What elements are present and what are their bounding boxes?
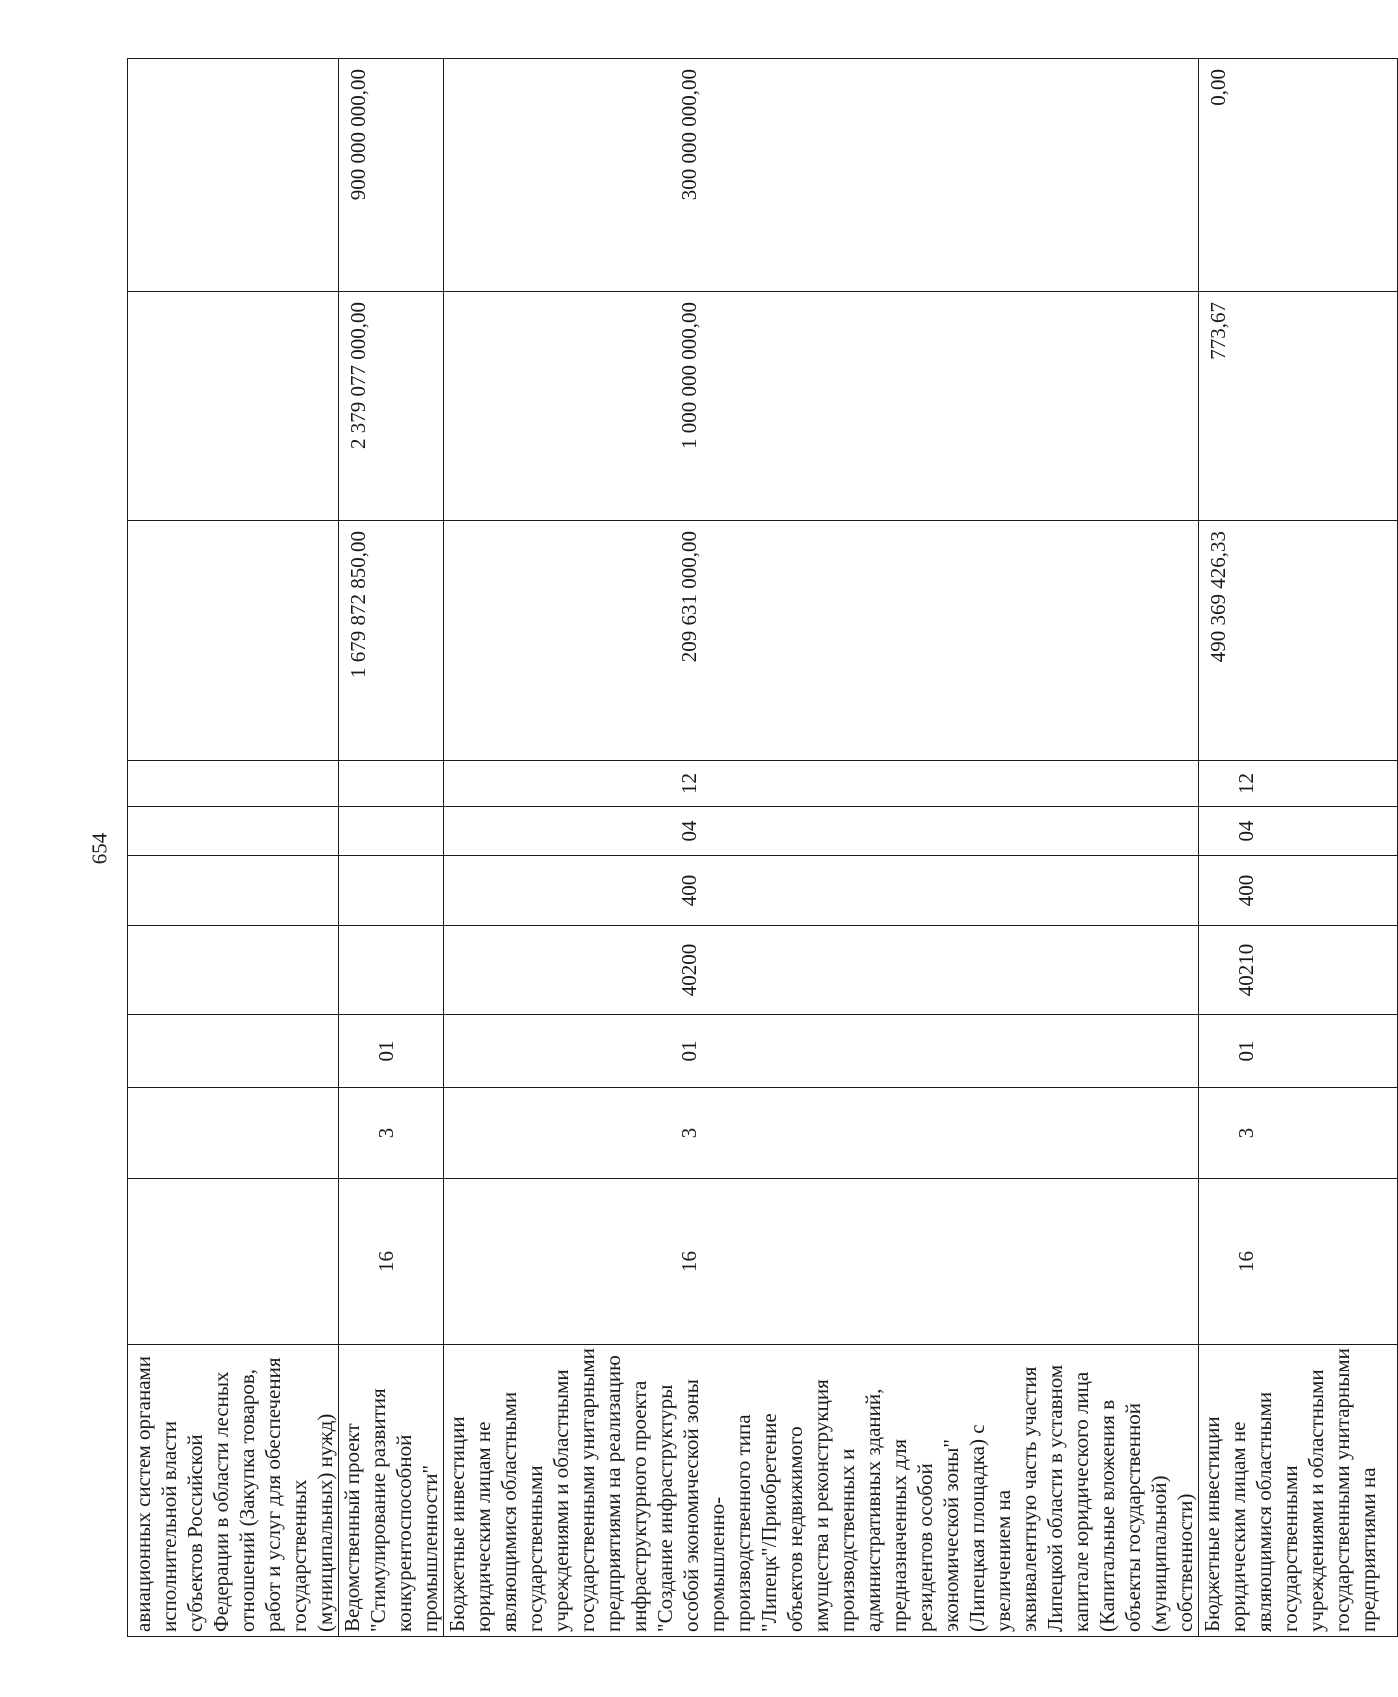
cell-section: 04 <box>444 807 1199 856</box>
cell-program-code: 3 <box>444 1088 1199 1179</box>
cell-subprogram-code: 01 <box>339 1015 444 1088</box>
table-row <box>1199 59 1398 1637</box>
cell-subsection: 12 <box>1199 761 1398 807</box>
cell-admin-code <box>128 1179 339 1345</box>
cell-program-code: 3 <box>339 1088 444 1179</box>
cell-program-code: 3 <box>1199 1088 1398 1179</box>
cell-program-code <box>128 1088 339 1179</box>
page-number: 654 <box>87 832 112 865</box>
cell-sum-year-3: 0,00 <box>1199 59 1398 292</box>
cell-section <box>339 807 444 856</box>
row-description: Бюджетные инвестиции юридическим лицам не являющимися областными государственными учреждениями и областными государственными унитарными предприятиями на <box>1199 1345 1398 1637</box>
cell-expense-type: 400 <box>1199 856 1398 926</box>
row-description: Ведомственный проект "Стимулирование развития конкурентоспособной промышленности" <box>339 1345 444 1637</box>
row-description: авиационных систем органами исполнительной власти субъектов Российской Федерации в области лесных отношений (Закупка товаров, работ и услуг для обеспечения государственных (муниципальных) нужд) <box>128 1345 339 1637</box>
cell-expense-type <box>339 856 444 926</box>
cell-direction-code <box>128 926 339 1015</box>
table-row <box>128 59 339 1637</box>
cell-direction-code: 40210 <box>1199 926 1398 1015</box>
cell-direction-code: 40200 <box>444 926 1199 1015</box>
table-row <box>339 59 444 1637</box>
cell-admin-code: 16 <box>1199 1179 1398 1345</box>
cell-sum-year-3: 300 000 000,00 <box>444 59 1199 292</box>
cell-sum-year-3 <box>128 59 339 292</box>
cell-admin-code: 16 <box>444 1179 1199 1345</box>
cell-subprogram-code: 01 <box>1199 1015 1398 1088</box>
cell-section <box>128 807 339 856</box>
cell-subprogram-code: 01 <box>444 1015 1199 1088</box>
cell-sum-year-3: 900 000 000,00 <box>339 59 444 292</box>
cell-subsection: 12 <box>444 761 1199 807</box>
cell-admin-code: 16 <box>339 1179 444 1345</box>
row-description: Бюджетные инвестиции юридическим лицам не являющимися областными государственными учреждениями и областными государственными унитарными предприятиями на реализацию инфраструктурного проекта "Создание инфраструктуры особой экономической зоны промышленно-производственного типа "Липецк"/Приобретение объектов недвижимого имущества и реконструкция производственных и административных зданий, предназначенных для резидентов особой экономической зоны" (Липецкая площадка) с увеличением на эквивалентную часть участия Липецкой области в уставном капитале юридического лица (Капитальные вложения в объекты государственной (муниципальной) собственности) <box>444 1345 1199 1637</box>
cell-section: 04 <box>1199 807 1398 856</box>
cell-subprogram-code <box>128 1015 339 1088</box>
cell-expense-type <box>128 856 339 926</box>
cell-subsection <box>339 761 444 807</box>
cell-sum-year-1: 209 631 000,00 <box>444 521 1199 761</box>
cell-sum-year-1: 490 369 426,33 <box>1199 521 1398 761</box>
cell-sum-year-2 <box>128 292 339 521</box>
table-row <box>444 59 1199 1637</box>
cell-sum-year-2: 1 000 000 000,00 <box>444 292 1199 521</box>
cell-expense-type: 400 <box>444 856 1199 926</box>
cell-sum-year-1 <box>128 521 339 761</box>
cell-subsection <box>128 761 339 807</box>
cell-direction-code <box>339 926 444 1015</box>
cell-sum-year-1: 1 679 872 850,00 <box>339 521 444 761</box>
cell-sum-year-2: 773,67 <box>1199 292 1398 521</box>
rotated-page <box>127 59 1380 1637</box>
cell-sum-year-2: 2 379 077 000,00 <box>339 292 444 521</box>
budget-table <box>127 58 1398 1637</box>
